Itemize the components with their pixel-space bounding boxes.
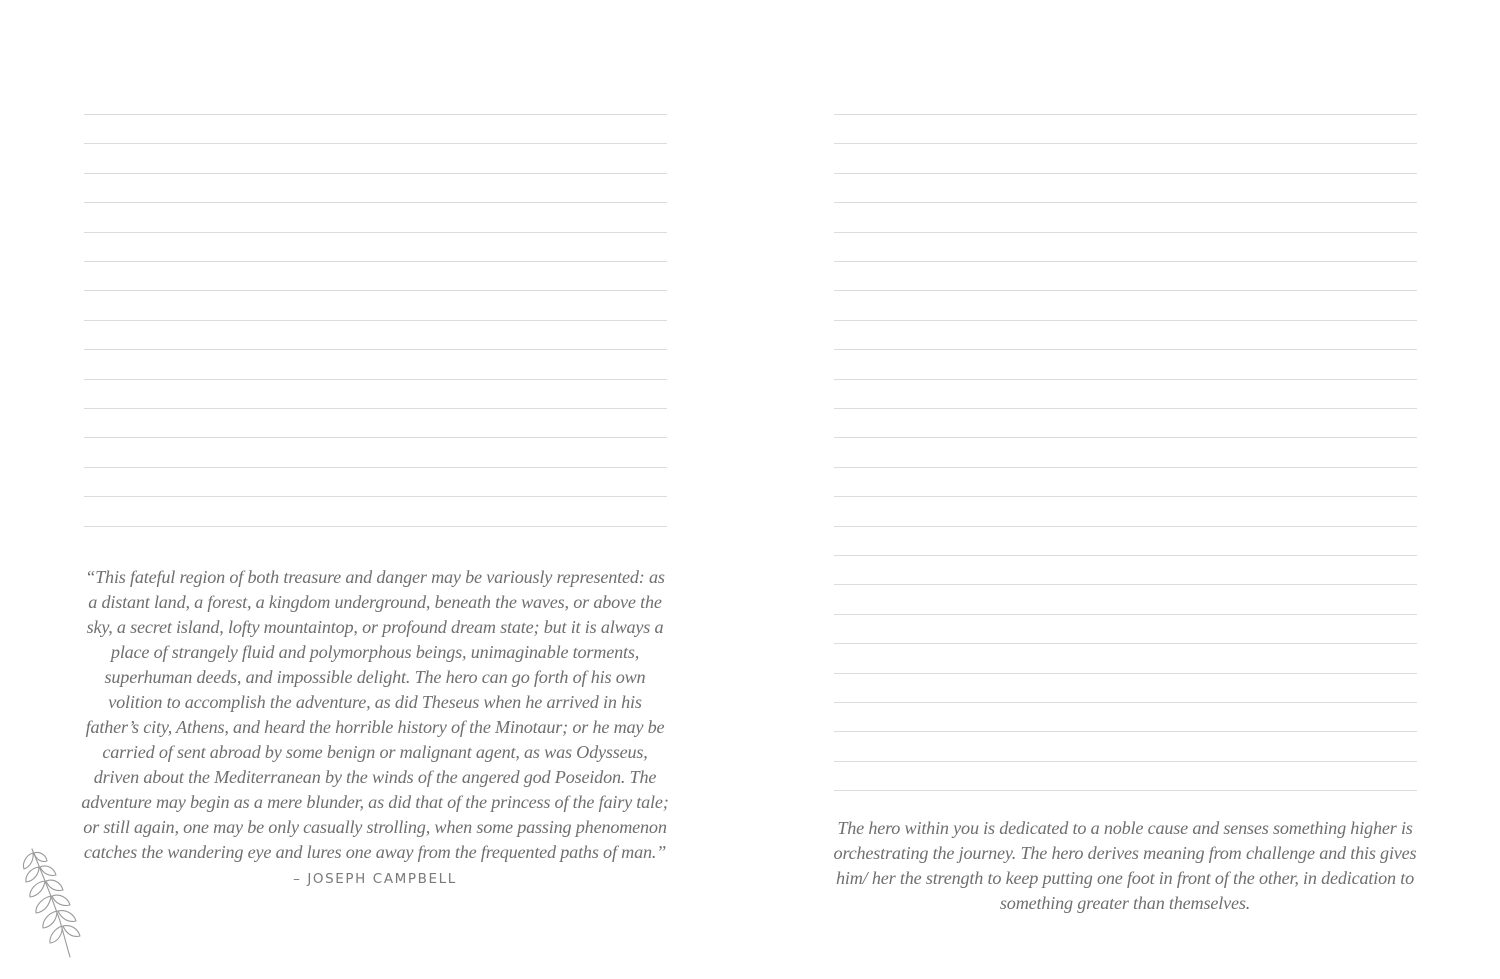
right-ruled-line	[834, 702, 1417, 703]
reflection-text: The hero within you is dedicated to a noble cause and senses something higher is orchestrating the journey. The hero derives meaning from challenge and this gives him/ her the strength to keep putting one foot in front of the other, in dedication to something greater than themselves.	[833, 818, 1417, 913]
right-ruled-line	[834, 143, 1417, 144]
right-ruled-line	[834, 114, 1417, 115]
left-ruled-line	[84, 143, 667, 144]
right-ruled-line	[834, 408, 1417, 409]
left-ruled-line	[84, 232, 667, 233]
left-ruled-line	[84, 379, 667, 380]
left-ruled-line	[84, 290, 667, 291]
right-ruled-line	[834, 261, 1417, 262]
left-ruled-line	[84, 202, 667, 203]
leaf-sprig-icon	[12, 843, 94, 961]
right-ruled-line	[834, 790, 1417, 791]
left-ruled-line	[84, 173, 667, 174]
left-ruled-line	[84, 320, 667, 321]
right-ruled-line	[834, 202, 1417, 203]
left-ruled-line	[84, 437, 667, 438]
right-ruled-line	[834, 232, 1417, 233]
right-ruled-line	[834, 731, 1417, 732]
quote-text: “This fateful region of both treasure and danger may be variously represented: as a distant land, a forest, a kingdom underground, beneath the waves, or above the sky, a secret island, lofty mountaintop, or profound dream state; but it is always a place of strangely fluid and polymorphous beings, unimaginable torments, superhuman deeds, and impossible delight. The hero can go forth of his own volition to accomplish the adventure, as did Theseus when he arrived in his father’s city, Athens, and heard the horrible history of the Minotaur; or he may be carried of sent abroad by some benign or malignant agent, as was Odysseus, driven about the Mediterranean by the winds of the angered god Poseidon. The adventure may begin as a mere blunder, as did that of the princess of the fairy tale; or still again, one may be only casually strolling, when some passing phenomenon catches the wandering eye and lures one away from the frequented paths of man.”	[81, 567, 669, 862]
right-ruled-line	[834, 496, 1417, 497]
right-ruled-line	[834, 379, 1417, 380]
left-ruled-line	[84, 467, 667, 468]
quote-author: – JOSEPH CAMPBELL	[293, 871, 457, 887]
reflection-block	[830, 816, 1420, 916]
left-ruled-line	[84, 496, 667, 497]
quote-block	[80, 565, 670, 887]
left-ruled-line	[84, 261, 667, 262]
right-ruled-line	[834, 526, 1417, 527]
right-ruled-line	[834, 467, 1417, 468]
right-ruled-line	[834, 761, 1417, 762]
right-ruled-line	[834, 290, 1417, 291]
left-ruled-line	[84, 349, 667, 350]
left-ruled-line	[84, 526, 667, 527]
left-ruled-line	[84, 408, 667, 409]
right-ruled-line	[834, 349, 1417, 350]
right-ruled-line	[834, 673, 1417, 674]
right-page	[750, 0, 1500, 979]
right-ruled-line	[834, 437, 1417, 438]
right-ruled-line	[834, 555, 1417, 556]
right-ruled-line	[834, 320, 1417, 321]
right-ruled-line	[834, 643, 1417, 644]
left-ruled-line	[84, 114, 667, 115]
right-ruled-line	[834, 584, 1417, 585]
right-ruled-line	[834, 173, 1417, 174]
right-ruled-line	[834, 614, 1417, 615]
